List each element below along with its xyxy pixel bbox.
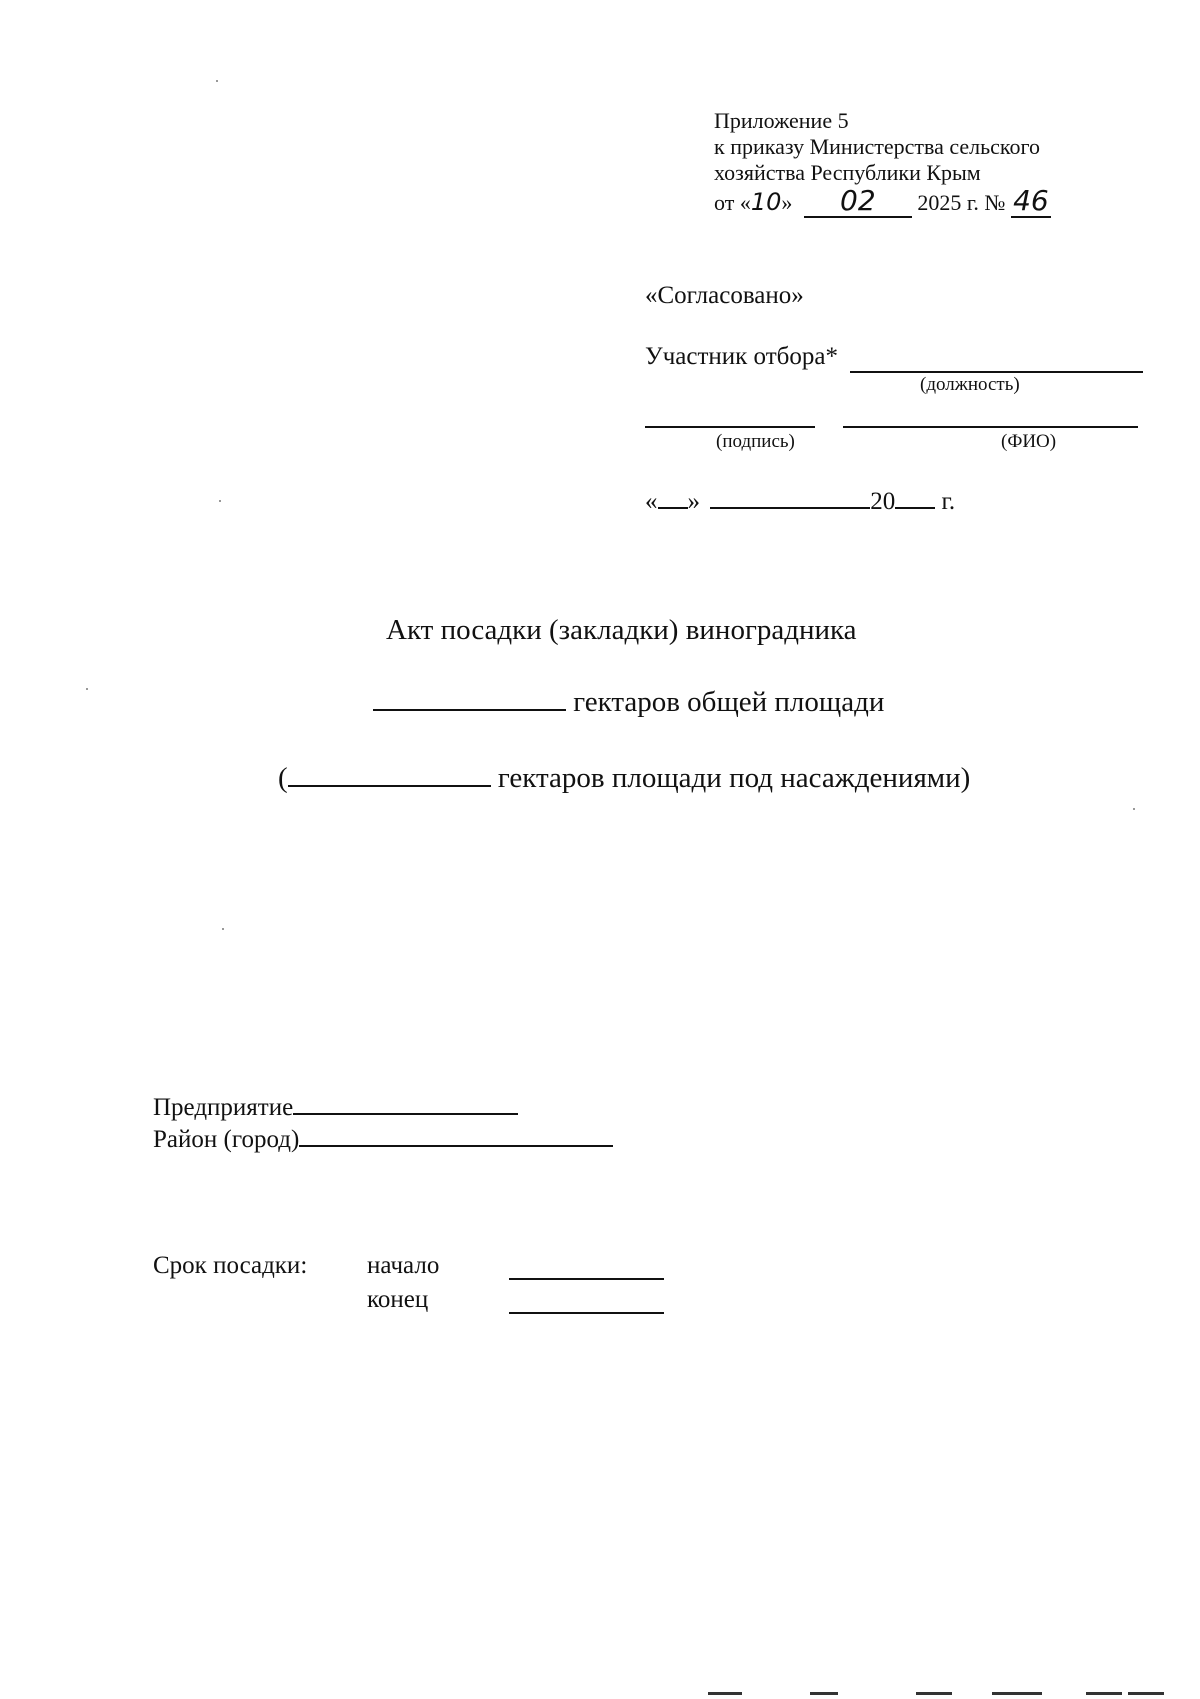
total-area-line [373, 686, 884, 719]
annex-month-handwritten: 02 [840, 184, 876, 217]
day-blank [658, 507, 688, 509]
planted-area-blank [288, 785, 491, 787]
district-label: Район (город) [153, 1126, 300, 1153]
annex-date-line [714, 184, 1051, 218]
document-title: Акт посадки (закладки) виноградника [386, 614, 857, 646]
annex-year: 2025 г. № [917, 190, 1006, 215]
district-blank [299, 1145, 613, 1147]
annex-day-suffix: » [781, 190, 793, 215]
enterprise-label: Предприятие [153, 1094, 294, 1121]
scan-speck [222, 928, 224, 930]
annex-day-handwritten: 10 [750, 188, 782, 216]
scan-speck [86, 688, 88, 690]
planting-end-label: конец [367, 1286, 429, 1313]
scan-speck [1133, 808, 1135, 810]
name-caption: (ФИО) [1001, 431, 1057, 452]
scan-edge-mark [708, 1692, 742, 1695]
scan-speck [216, 80, 218, 82]
planting-start-blank [509, 1278, 664, 1280]
planted-area-line [278, 762, 970, 795]
scan-edge-mark [916, 1692, 952, 1695]
annex-line-1: Приложение 5 [714, 108, 849, 133]
signature-caption: (подпись) [716, 431, 795, 452]
total-area-label: гектаров общей площади [573, 686, 885, 718]
approval-date [645, 488, 955, 516]
date-close-quote: » [687, 488, 700, 515]
planting-period-label: Срок посадки: [153, 1252, 308, 1279]
scan-edge-mark [992, 1692, 1042, 1695]
total-area-blank [373, 709, 566, 711]
enterprise-blank [293, 1113, 518, 1115]
scan-edge-mark [810, 1692, 838, 1695]
year-blank [895, 507, 935, 509]
planted-area-label: гектаров площади под насаждениями) [497, 762, 971, 794]
scan-edge-mark [1128, 1692, 1164, 1695]
annex-date-prefix: от « [714, 190, 751, 215]
agreed-label: «Согласовано» [645, 282, 804, 309]
annex-line-2: к приказу Министерства сельского [714, 134, 1040, 159]
district-row [153, 1126, 613, 1154]
position-line [850, 371, 1143, 373]
annex-line-3: хозяйства Республики Крым [714, 160, 981, 185]
year-suffix: г. [941, 488, 956, 515]
date-open-quote: « [645, 488, 658, 515]
annex-month-field [804, 184, 912, 218]
month-blank [710, 507, 870, 509]
enterprise-row [153, 1094, 518, 1122]
position-caption: (должность) [920, 374, 1020, 395]
planting-end-blank [509, 1312, 664, 1314]
signature-line [645, 426, 815, 428]
participant-label: Участник отбора* [645, 343, 838, 370]
annex-number-handwritten: 46 [1013, 184, 1049, 217]
scan-speck [219, 500, 221, 502]
scan-edge-mark [1086, 1692, 1122, 1695]
year-prefix: 20 [870, 488, 896, 515]
annex-number-field [1011, 184, 1051, 218]
planted-area-open-paren: ( [278, 762, 288, 794]
name-line [843, 426, 1138, 428]
planting-start-label: начало [367, 1252, 440, 1279]
